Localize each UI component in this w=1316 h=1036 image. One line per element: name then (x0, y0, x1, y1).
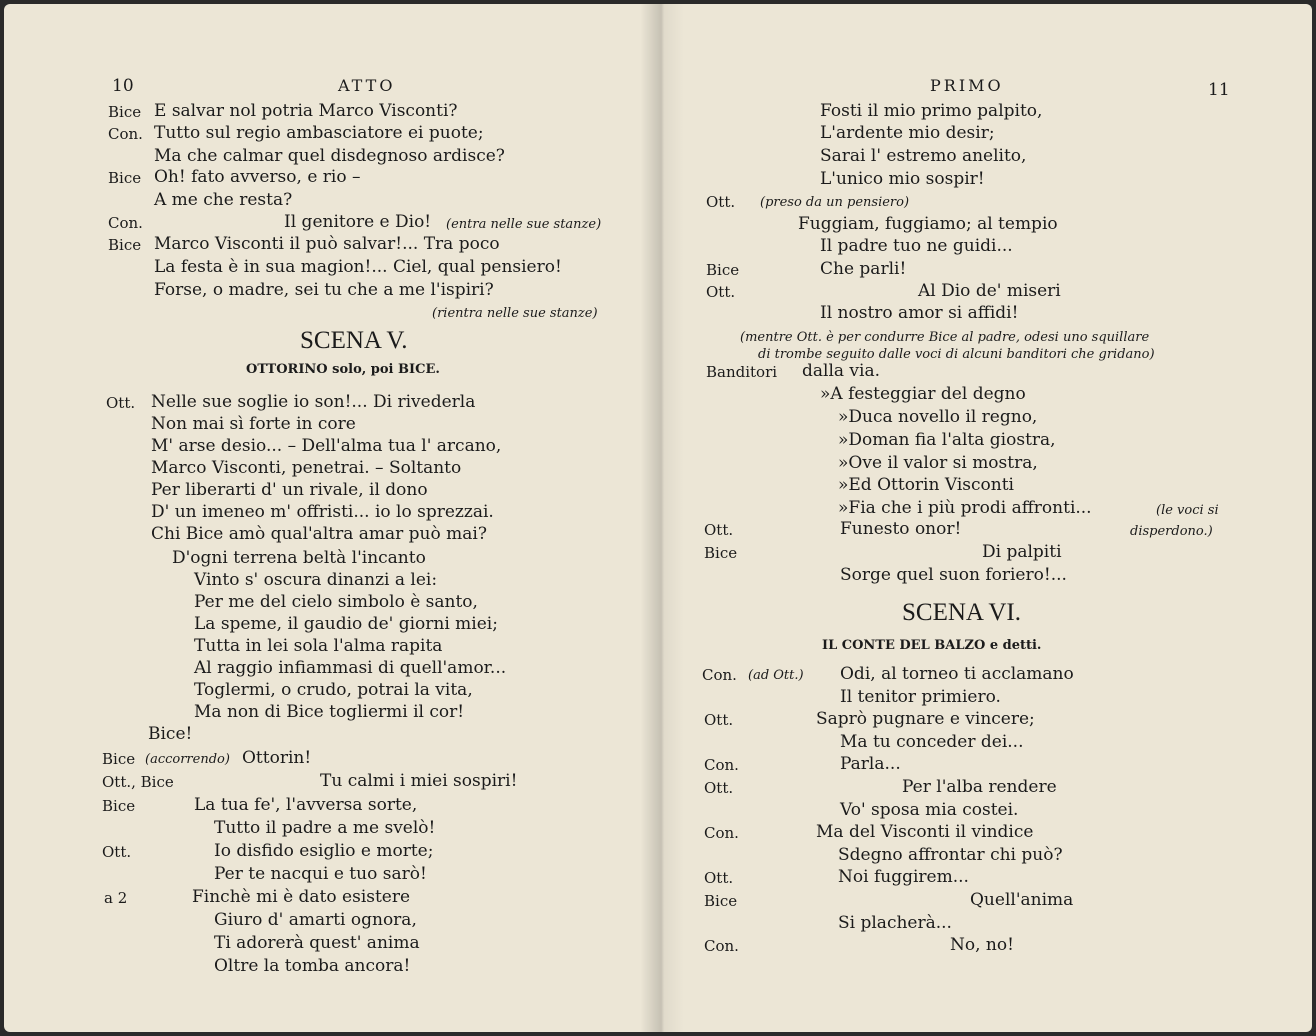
page-number: 10 (112, 76, 134, 96)
speaker: Bice (706, 261, 740, 279)
speaker: Bice (102, 797, 136, 815)
verse-line: Parla... (840, 754, 901, 774)
verse-line: Marco Visconti, penetrai. – Soltanto (151, 458, 462, 478)
stage-direction: (rientra nelle sue stanze) (432, 306, 598, 321)
verse-line: Per liberarti d' un rivale, il dono (151, 480, 428, 500)
verse-line: La tua fe', l'avversa sorte, (194, 795, 418, 815)
page-number: 11 (1208, 80, 1230, 100)
verse-line: Saprò pugnare e vincere; (816, 709, 1035, 729)
verse-line: Ti adorerà quest' anima (214, 933, 420, 953)
right-page (662, 4, 1312, 1032)
verse-line: »Duca novello il regno, (838, 407, 1038, 427)
verse-line: Ma non di Bice togliermi il cor! (194, 702, 465, 722)
verse-line: A me che resta? (154, 190, 293, 210)
verse-line: Giuro d' amarti ognora, (214, 910, 417, 930)
speaker: Bice (108, 103, 142, 121)
verse-line: Ottorin! (242, 748, 312, 768)
stage-direction: (entra nelle sue stanze) (446, 217, 602, 232)
speaker: Bice (704, 892, 738, 910)
verse-line: La speme, il gaudio de' giorni miei; (194, 614, 498, 634)
verse-line: Io disfido esiglio e morte; (214, 841, 434, 861)
verse-line: Di palpiti (982, 542, 1062, 562)
speaker: Bice (108, 236, 142, 254)
verse-line: Oh! fato avverso, e rio – (154, 167, 361, 187)
verse-line: M' arse desio... – Dell'alma tua l' arcano, (151, 436, 502, 456)
stage-direction: (accorrendo) (145, 752, 230, 767)
verse-line: No, no! (950, 935, 1014, 955)
speaker: Ott. (706, 193, 736, 211)
verse-line: Tutta in lei sola l'alma rapita (194, 636, 443, 656)
verse-line: Vinto s' oscura dinanzi a lei: (194, 570, 438, 590)
speaker: Ott., Bice (102, 773, 174, 791)
stage-direction: disperdono.) (1130, 524, 1213, 539)
verse-line: »Ove il valor si mostra, (838, 453, 1038, 473)
verse-line: Ma che calmar quel disdegnoso ardisce? (154, 146, 505, 166)
speaker: Con. (704, 937, 739, 955)
speaker: Bice (704, 544, 738, 562)
verse-line: Al raggio infiammasi di quell'amor... (194, 658, 507, 678)
verse-line: Il genitore e Dio! (284, 212, 432, 232)
speaker: Ott. (102, 843, 132, 861)
verse-line: Sarai l' estremo anelito, (820, 146, 1027, 166)
verse-line: Per me del cielo simbolo è santo, (194, 592, 478, 612)
verse-line: Ma tu conceder dei... (840, 732, 1024, 752)
verse-line: »A festeggiar del degno (820, 384, 1026, 404)
verse-line: Nelle sue soglie io son!... Di rivederla (151, 392, 476, 412)
verse-line: Fosti il mio primo palpito, (820, 101, 1043, 121)
speaker: Ott. (106, 394, 136, 412)
verse-line: Quell'anima (970, 890, 1074, 910)
running-head: ATTO (338, 76, 396, 95)
left-page (4, 4, 662, 1032)
verse-line: Per te nacqui e tuo sarò! (214, 864, 427, 884)
speaker: Ott. (704, 779, 734, 797)
verse-line: Funesto onor! (840, 519, 962, 539)
book-gutter (640, 4, 684, 1032)
verse-line: Il padre tuo ne guidi... (820, 236, 1013, 256)
speaker: Con. (108, 214, 143, 232)
verse-line: Oltre la tomba ancora! (214, 956, 411, 976)
verse-line: Noi fuggirem... (838, 867, 969, 887)
speaker: Ott. (704, 711, 734, 729)
speaker: Ott. (704, 521, 734, 539)
scene-title: SCENA V. (300, 327, 408, 354)
verse-line: »Doman fia l'alta giostra, (838, 430, 1056, 450)
verse-line: Finchè mi è dato esistere (192, 887, 411, 907)
speaker: Ott. (704, 869, 734, 887)
verse-line: Marco Visconti il può salvar!... Tra poco (154, 234, 500, 254)
stage-direction: (le voci si (1156, 503, 1219, 518)
stage-direction: (ad Ott.) (748, 668, 804, 683)
verse-line: Si placherà... (838, 913, 952, 933)
verse-line: Sdegno affrontar chi può? (838, 845, 1063, 865)
running-head: PRIMO (930, 76, 1004, 95)
verse-line: D'ogni terrena beltà l'incanto (172, 548, 426, 568)
verse-line: L'unico mio sospir! (820, 169, 985, 189)
stage-direction: (mentre Ott. è per condurre Bice al padre, odesi uno squillare (740, 330, 1150, 345)
speaker: Bice (102, 750, 136, 768)
scene-cast: IL CONTE DEL BALZO e detti. (822, 638, 1042, 653)
speaker: Bice (108, 169, 142, 187)
speaker: Banditori (706, 363, 778, 381)
verse-line: Tutto sul regio ambasciatore ei puote; (154, 123, 484, 143)
speaker: Ott. (706, 283, 736, 301)
verse-line: Bice! (148, 724, 193, 744)
verse-line: Fuggiam, fuggiamo; al tempio (798, 214, 1058, 234)
verse-line: Ma del Visconti il vindice (816, 822, 1034, 842)
verse-line: D' un imeneo m' offristi... io lo sprezzai. (151, 502, 494, 522)
speaker: Con. (702, 666, 737, 684)
scene-title: SCENA VI. (902, 599, 1022, 626)
stage-direction: (preso da un pensiero) (760, 195, 910, 210)
verse-line: E salvar nol potria Marco Visconti? (154, 101, 458, 121)
verse-line: Chi Bice amò qual'altra amar può mai? (151, 524, 487, 544)
speaker: Con. (108, 125, 143, 143)
verse-line: L'ardente mio desir; (820, 123, 995, 143)
verse-line: Tutto il padre a me svelò! (214, 818, 436, 838)
verse-line: La festa è in sua magion!... Ciel, qual pensiero! (154, 257, 562, 277)
verse-line: Tu calmi i miei sospiri! (320, 771, 518, 791)
verse-line: Che parli! (820, 259, 907, 279)
speaker: a 2 (104, 889, 128, 907)
verse-line: Il nostro amor si affidi! (820, 303, 1019, 323)
verse-line: »Fia che i più prodi affronti... (838, 498, 1092, 518)
verse-line: dalla via. (802, 361, 881, 381)
stage-direction: di trombe seguito dalle voci di alcuni banditori che gridano) (758, 347, 1155, 362)
verse-line: »Ed Ottorin Visconti (838, 475, 1014, 495)
speaker: Con. (704, 756, 739, 774)
verse-line: Forse, o madre, sei tu che a me l'ispiri? (154, 280, 494, 300)
verse-line: Vo' sposa mia costei. (840, 800, 1019, 820)
verse-line: Il tenitor primiero. (840, 687, 1001, 707)
verse-line: Non mai sì forte in core (151, 414, 356, 434)
verse-line: Toglermi, o crudo, potrai la vita, (194, 680, 473, 700)
verse-line: Al Dio de' miseri (918, 281, 1061, 301)
scene-cast: OTTORINO solo, poi BICE. (246, 362, 440, 377)
speaker: Con. (704, 824, 739, 842)
verse-line: Odi, al torneo ti acclamano (840, 664, 1074, 684)
verse-line: Per l'alba rendere (902, 777, 1057, 797)
verse-line: Sorge quel suon foriero!... (840, 565, 1067, 585)
